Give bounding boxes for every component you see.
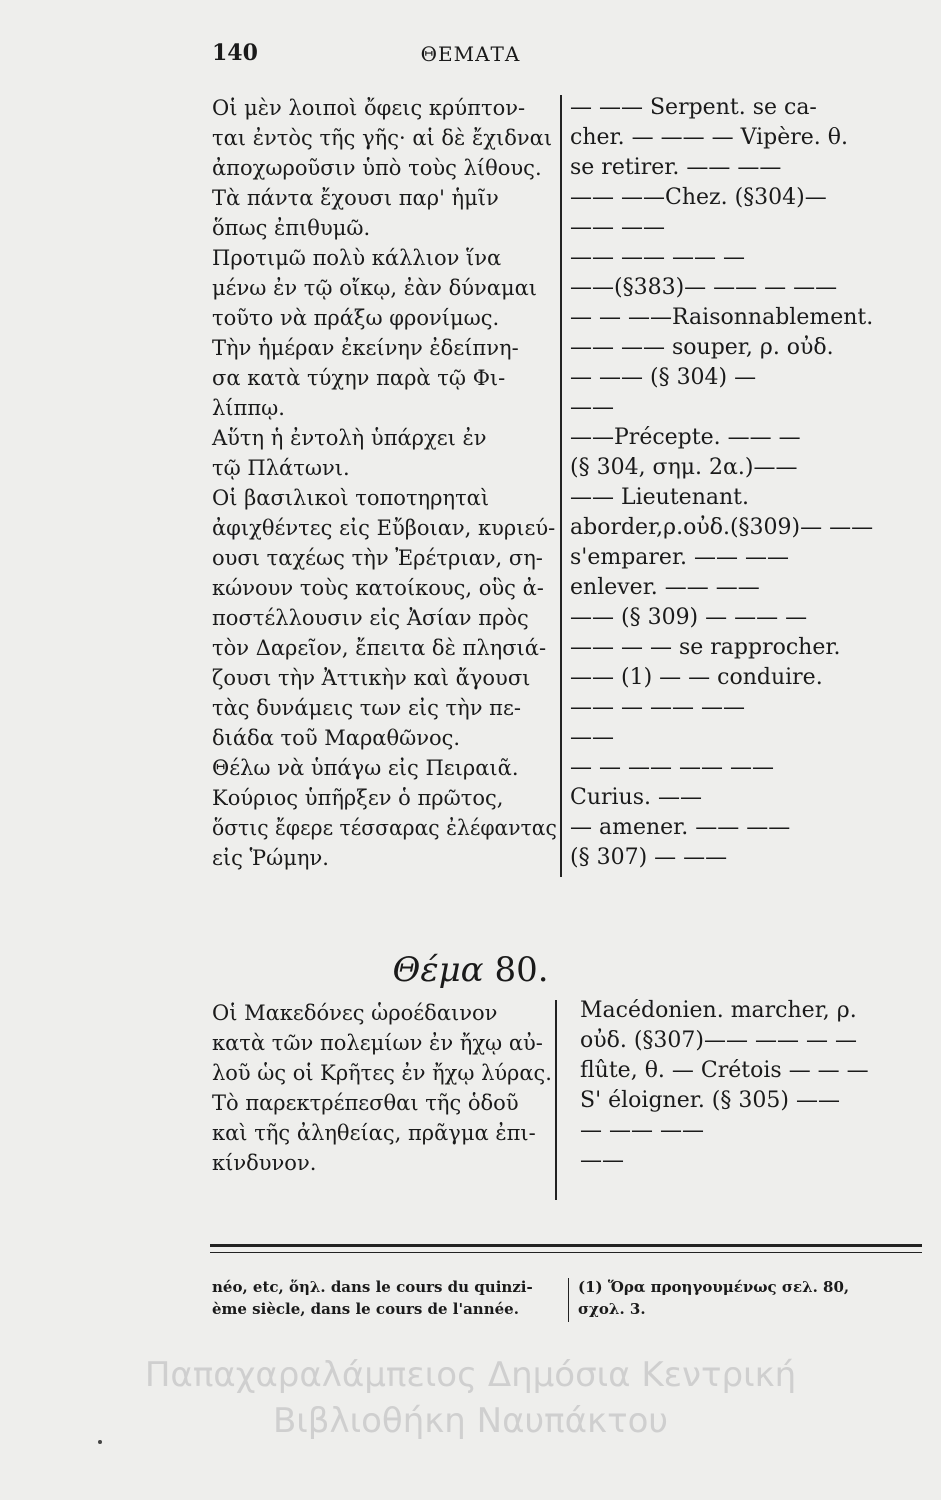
french-vocab-line: Macédonien. marcher, ρ. (580, 998, 857, 1023)
greek-text-line: ουσι ταχέως τὴν Ἐρέτριαν, ση- (212, 546, 543, 570)
french-vocab-line: ——Précepte. —— — (570, 425, 801, 450)
greek-text-line: ἀφιχθέντες εἰς Εὔβοιαν, κυριεύ- (212, 516, 556, 540)
column-divider (560, 95, 562, 877)
theme-number: 80. (494, 950, 549, 990)
french-vocab-line: οὐδ. (§307)—— —— — — (580, 1028, 857, 1053)
greek-text-line: κίνδυνον. (212, 1151, 317, 1175)
french-vocab-line: —— (570, 395, 614, 420)
greek-text-line: Τὸ παρεκτρέπεσθαι τῆς ὁδοῦ (212, 1091, 519, 1115)
french-vocab-line: (§ 307) — —— (570, 845, 728, 870)
french-vocab-line: ——(§383)— —— — —— (570, 275, 838, 300)
footnote-divider (568, 1278, 569, 1322)
section2-greek-column (212, 998, 552, 1178)
footnote-line: ème siècle, dans le cours de l'année. (212, 1300, 519, 1318)
french-vocab-line: S' éloigner. (§ 305) —— (580, 1088, 840, 1113)
greek-text-line: ται ἐντὸς τῆς γῆς· αἱ δὲ ἔχιδναι (212, 126, 553, 150)
watermark-line: Βιβλιοθήκη Ναυπάκτου (272, 1401, 669, 1441)
greek-text-line: Οἱ Μακεδόνες ὡροέδαινον (212, 1001, 498, 1025)
ink-speck (98, 1440, 102, 1444)
section1-french-column (570, 93, 930, 873)
greek-text-line: ὅπως ἐπιθυμῶ. (212, 216, 371, 240)
french-vocab-line: —— (1) — — conduire. (570, 665, 823, 690)
french-vocab-line: enlever. —— —— (570, 575, 760, 600)
running-title: ΘΕΜΑΤΑ (420, 42, 521, 66)
section1-greek-column (212, 93, 557, 873)
french-vocab-line: — — ——Raisonnablement. (570, 305, 874, 330)
greek-text-line: Τὰ πάντα ἔχουσι παρ' ἡμῖν (212, 186, 499, 210)
greek-text-line: ποστέλλουσιν εἰς Ἀσίαν πρὸς (212, 606, 529, 630)
french-vocab-line: — —— Serpent. se ca- (570, 95, 817, 120)
greek-text-line: κατὰ τῶν πολεμίων ἐν ἤχῳ αὐ- (212, 1031, 543, 1055)
column-divider (555, 1000, 557, 1200)
french-vocab-line: s'emparer. —— —— (570, 545, 790, 570)
footnote-line: néo, etc, ὅηλ. dans le cours du quinzi- (212, 1278, 533, 1296)
theme-word: Θέμα (392, 950, 484, 990)
greek-text-line: ὅστις ἔφερε τέσσαρας ἐλέφαντας (212, 816, 557, 840)
french-vocab-line: —— —— (570, 215, 665, 240)
french-vocab-line: —— (570, 725, 614, 750)
greek-text-line: καὶ τῆς ἀληθείας, πρᾶγμα ἐπι- (212, 1121, 536, 1145)
greek-text-line: Θέλω νὰ ὑπάγω εἰς Πειραιᾶ. (212, 756, 519, 780)
french-vocab-line: —— (§ 309) — —— — (570, 605, 808, 630)
french-vocab-line: — — —— —— —— (570, 755, 774, 780)
greek-text-line: Τὴν ἡμέραν ἐκείνην ἐδείπνη- (212, 336, 519, 360)
french-vocab-line: —— —— souper, ρ. οὐδ. (570, 335, 834, 360)
greek-text-line: τοῦτο νὰ πράξω φρονίμως. (212, 306, 500, 330)
footnote-left (212, 1276, 562, 1320)
library-watermark (0, 1352, 941, 1444)
page-number: 140 (212, 40, 258, 66)
french-vocab-line: —— — — se rapprocher. (570, 635, 841, 660)
french-vocab-line: (§ 304, σημ. 2α.)—— (570, 455, 798, 480)
french-vocab-line: cher. — —— — Vipère. θ. (570, 125, 848, 150)
french-vocab-line: —— ——Chez. (§304)— (570, 185, 827, 210)
french-vocab-line: —— —— —— — (570, 245, 745, 270)
french-vocab-line: — —— (§ 304) — (570, 365, 757, 390)
french-vocab-line: Curius. —— (570, 785, 702, 810)
greek-text-line: τῷ Πλάτωνι. (212, 456, 350, 480)
french-vocab-line: —— (580, 1148, 624, 1173)
theme-heading (0, 950, 941, 990)
footnote-rule (210, 1244, 922, 1247)
greek-text-line: Οἱ βασιλικοὶ τοποτηρηταὶ (212, 486, 490, 510)
greek-text-line: τὰς δυνάμεις των εἰς τὴν πε- (212, 696, 521, 720)
greek-text-line: λίππῳ. (212, 396, 285, 420)
greek-text-line: τὸν Δαρεῖον, ἔπειτα δὲ πλησιά- (212, 636, 547, 660)
greek-text-line: Αὕτη ἡ ἐντολὴ ὑπάρχει ἐν (212, 426, 487, 450)
french-vocab-line: —— Lieutenant. (570, 485, 749, 510)
greek-text-line: λοῦ ὡς οἱ Κρῆτες ἐν ἤχῳ λύρας. (212, 1061, 552, 1085)
french-vocab-line: — amener. —— —— (570, 815, 791, 840)
footnote-rule-thin (210, 1252, 922, 1253)
french-vocab-line: flûte, θ. — Crétois — — — (580, 1058, 869, 1083)
french-vocab-line: —— — —— —— (570, 695, 745, 720)
greek-text-line: σα κατὰ τύχην παρὰ τῷ Φι- (212, 366, 506, 390)
greek-text-line: κώνουν τοὺς κατοίκους, οὓς ἀ- (212, 576, 544, 600)
greek-text-line: εἰς Ῥώμην. (212, 846, 329, 870)
greek-text-line: ἀποχωροῦσιν ὑπὸ τοὺς λίθους. (212, 156, 542, 180)
french-vocab-line: — —— —— (580, 1118, 704, 1143)
greek-text-line: Προτιμῶ πολὺ κάλλιον ἵνα (212, 246, 502, 270)
french-vocab-line: aborder,ρ.οὐδ.(§309)— —— (570, 515, 874, 540)
greek-text-line: ζουσι τὴν Ἀττικὴν καὶ ἄγουσι (212, 666, 531, 690)
footnote-line: (1) Ὅρα προηγουμένως σελ. 80, (578, 1278, 850, 1296)
footnote-right (578, 1276, 923, 1320)
greek-text-line: διάδα τοῦ Μαραθῶνος. (212, 726, 461, 750)
section2-french-column (580, 996, 925, 1176)
footnote-line: σχολ. 3. (578, 1300, 646, 1318)
watermark-line: Παπαχαραλάμπειος Δημόσια Κεντρική (144, 1355, 797, 1395)
french-vocab-line: se retirer. —— —— (570, 155, 782, 180)
greek-text-line: Οἱ μὲν λοιποὶ ὄφεις κρύπτον- (212, 96, 526, 120)
greek-text-line: Κούριος ὑπῆρξεν ὁ πρῶτος, (212, 786, 504, 810)
greek-text-line: μένω ἐν τῷ οἴκῳ, ἐὰν δύναμαι (212, 276, 538, 300)
